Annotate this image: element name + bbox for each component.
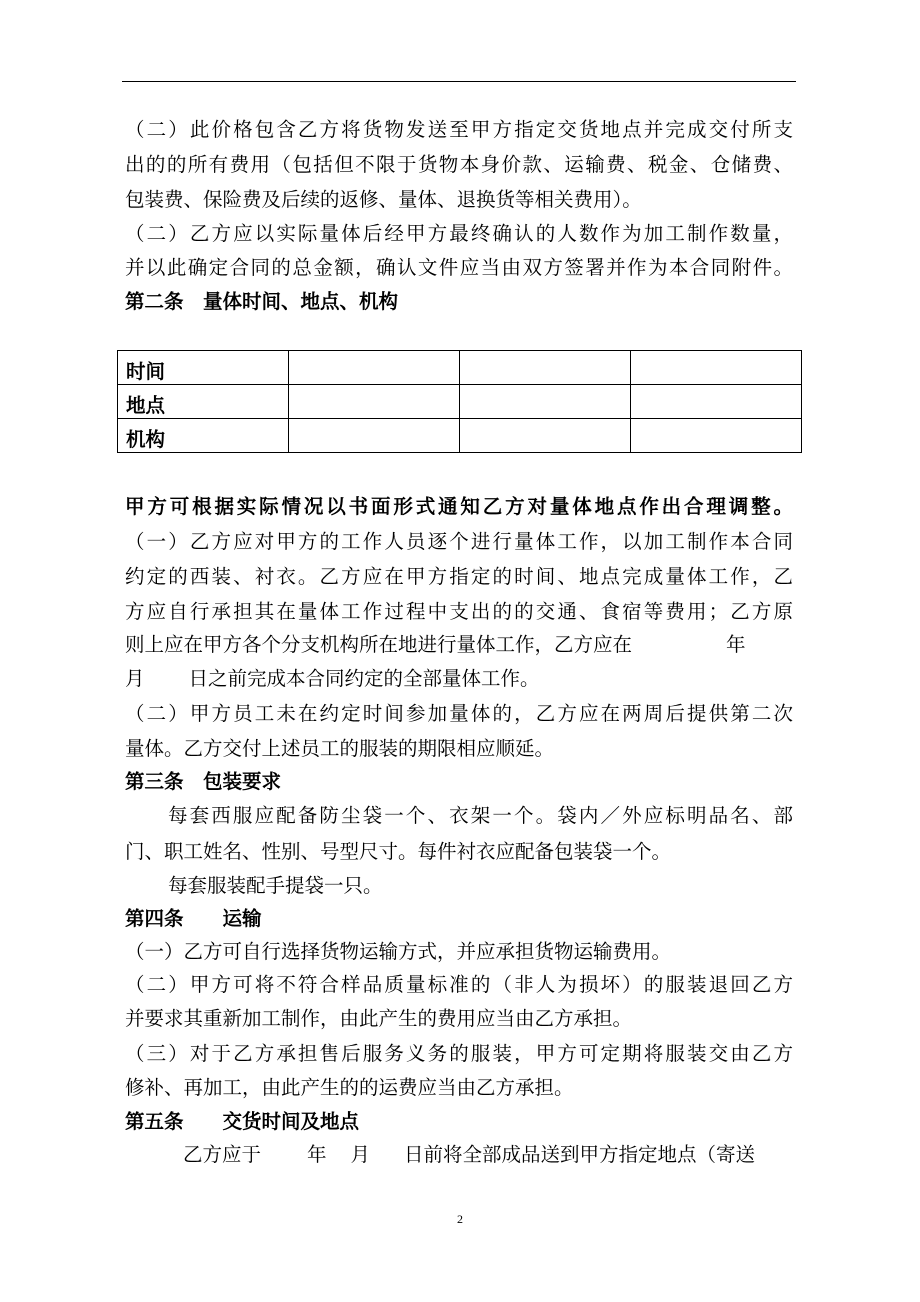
- text-run: 日之前完成本合同约定的全部量体工作。: [188, 667, 540, 690]
- paragraph-line: [183, 1141, 755, 1169]
- paragraph-line: （一）乙方可自行选择货物运输方式，并应承担货物运输费用。: [125, 940, 672, 963]
- text-run: 乙方应于: [183, 1143, 262, 1166]
- article-heading: 第四条 运输: [125, 907, 262, 930]
- text-run: 月: [125, 667, 145, 690]
- text-run: 年: [726, 633, 746, 656]
- table-cell: [631, 351, 802, 385]
- paragraph-line: 出的的所有费用（包括但不限于货物本身价款、运输费、税金、仓储费、: [125, 153, 793, 176]
- paragraph-line: 并以此确定合同的总金额，确认文件应当由双方签署并作为本合同附件。: [125, 256, 793, 279]
- paragraph-line: 包装费、保险费及后续的返修、量体、退换货等相关费用）。: [125, 188, 642, 211]
- venue-table: [117, 350, 802, 453]
- row-label: 地点: [118, 385, 289, 419]
- paragraph-line: 量体。乙方交付上述员工的服装的期限相应顺延。: [125, 737, 555, 760]
- paragraph-line: 约定的西装、衬衣。乙方应在甲方指定的时间、地点完成量体工作，乙: [125, 565, 793, 588]
- paragraph-line: （二）甲方员工未在约定时间参加量体的，乙方应在两周后提供第二次: [125, 702, 793, 725]
- table-cell: [460, 385, 631, 419]
- paragraph-line: 每套西服应配备防尘袋一个、衣架一个。袋内／外应标明品名、部: [168, 804, 793, 827]
- paragraph-line: （三）对于乙方承担售后服务义务的服装，甲方可定期将服装交由乙方: [125, 1042, 793, 1065]
- text-run: 则上应在甲方各个分支机构所在地进行量体工作，乙方应在: [125, 633, 633, 656]
- table-row: [118, 351, 802, 385]
- paragraph-line: 并要求其重新加工制作，由此产生的费用应当由乙方承担。: [125, 1007, 633, 1030]
- table-cell: [460, 351, 631, 385]
- page-number: 2: [457, 1212, 463, 1226]
- paragraph-line: 修补、再加工，由此产生的的运费应当由乙方承担。: [125, 1076, 574, 1099]
- article-heading: 第五条 交货时间及地点: [125, 1110, 360, 1133]
- paragraph-line: （二）乙方应以实际量体后经甲方最终确认的人数作为加工制作数量，: [125, 222, 793, 245]
- table-row: [118, 419, 802, 453]
- paragraph-line: （二）甲方可将不符合样品质量标准的（非人为损坏）的服装退回乙方: [125, 973, 793, 996]
- paragraph-line: （一）乙方应对甲方的工作人员逐个进行量体工作，以加工制作本合同: [125, 530, 793, 553]
- paragraph-line: 方应自行承担其在量体工作过程中支出的的交通、食宿等费用；乙方原: [125, 600, 793, 623]
- table-row: [118, 385, 802, 419]
- paragraph-line: （二）此价格包含乙方将货物发送至甲方指定交货地点并完成交付所支: [125, 118, 793, 141]
- table-cell: [631, 385, 802, 419]
- article-heading: 第二条 量体时间、地点、机构: [125, 290, 399, 313]
- table-cell: [289, 351, 460, 385]
- table-cell: [289, 385, 460, 419]
- paragraph-line: [125, 665, 540, 693]
- adjustment-notice: 甲方可根据实际情况以书面形式通知乙方对量体地点作出合理调整。: [125, 495, 793, 518]
- paragraph-line: 每套服装配手提袋一只。: [168, 874, 383, 897]
- row-label: 时间: [118, 351, 289, 385]
- table-cell: [631, 419, 802, 453]
- paragraph-line: 门、职工姓名、性别、号型尺寸。每件衬衣应配备包装袋一个。: [125, 840, 672, 863]
- row-label: 机构: [118, 419, 289, 453]
- text-run: 年: [307, 1143, 327, 1166]
- table-cell: [289, 419, 460, 453]
- paragraph-line: [125, 631, 746, 659]
- text-run: 日前将全部成品送到甲方指定地点（寄送: [404, 1143, 756, 1166]
- text-run: 月: [350, 1143, 371, 1166]
- article-heading: 第三条 包装要求: [125, 770, 282, 793]
- header-rule: [122, 81, 796, 82]
- table-cell: [460, 419, 631, 453]
